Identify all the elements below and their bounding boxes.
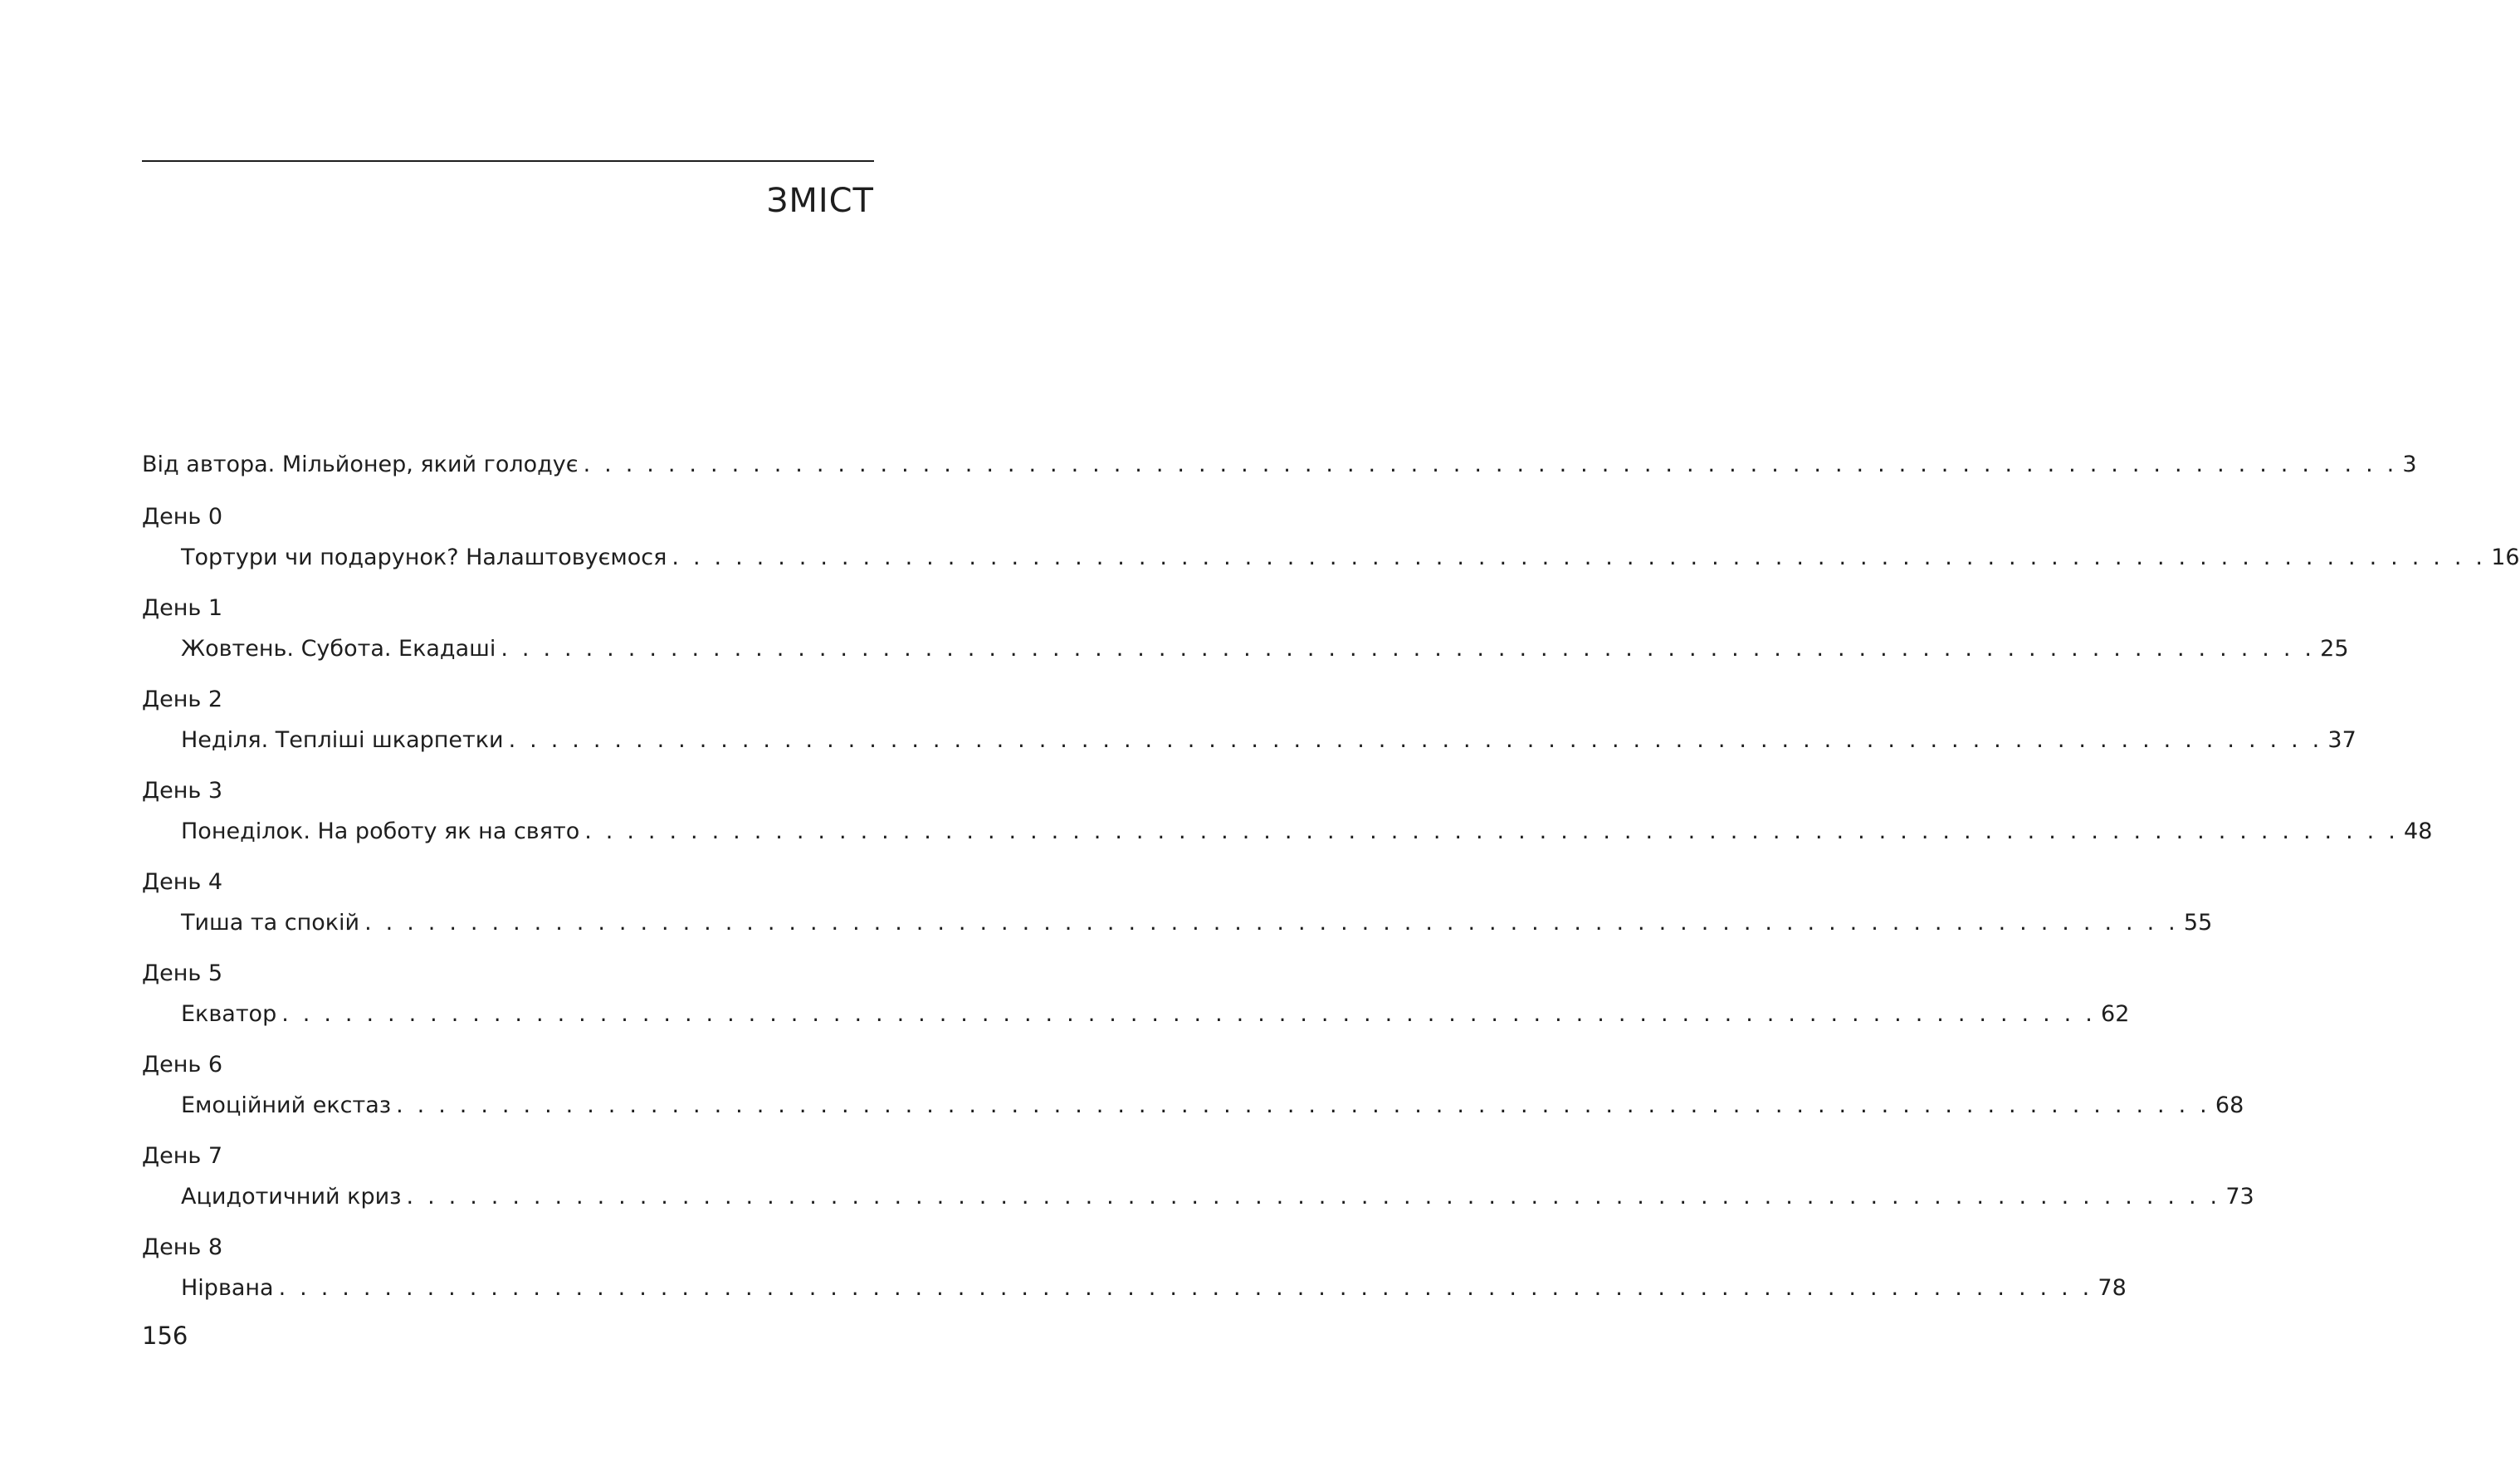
toc-entry-page: 68 <box>2215 1092 2244 1118</box>
dot-leader: . . . . . . . . . . . . . . . . . . . . . . . . . . . . . . . . . . . . . . . . . . . . . . . . . . . . . . . . . . . . . . . . . . . . . . . . . . . . . . . . . . . . . . <box>281 1001 2097 1027</box>
toc-entry[interactable] <box>181 720 2356 761</box>
toc-entry[interactable] <box>181 628 2349 670</box>
dot-leader: . . . . . . . . . . . . . . . . . . . . . . . . . . . . . . . . . . . . . . . . . . . . . . . . . . . . . . . . . . . . . . . . . . . . . . . . . . . . . . . . . . . . . . <box>583 452 2398 477</box>
toc-entry[interactable] <box>181 537 2520 579</box>
toc-entry[interactable] <box>181 902 2213 944</box>
toc-entry-label: Екватор <box>181 1001 277 1027</box>
dot-leader: . . . . . . . . . . . . . . . . . . . . . . . . . . . . . . . . . . . . . . . . . . . . . . . . . . . . . . . . . . . . . . . . . . . . . . . . . . . . . . . . . . . . . . <box>406 1184 2221 1210</box>
toc-entry-page: 73 <box>2225 1184 2254 1210</box>
toc-entry-label: Жовтень. Субота. Екадаші <box>181 636 496 662</box>
toc-day-heading: День 8 <box>142 1234 223 1260</box>
toc-entry-label: Тиша та спокій <box>181 910 360 936</box>
toc-entry-page: 55 <box>2183 910 2213 936</box>
toc-entry[interactable] <box>181 811 2433 853</box>
toc-entry[interactable] <box>181 1085 2244 1126</box>
toc-entry-label: Тортури чи подарунок? Налаштовуємося <box>181 545 667 570</box>
toc-day-heading: День 6 <box>142 1052 223 1078</box>
toc-entry-intro[interactable] <box>142 444 2417 486</box>
toc-day-heading: День 1 <box>142 595 223 621</box>
toc-entry-page: 37 <box>2327 727 2356 753</box>
header-rule <box>142 160 874 162</box>
toc-entry-label: Неділя. Тепліші шкарпетки <box>181 727 504 753</box>
dot-leader: . . . . . . . . . . . . . . . . . . . . . . . . . . . . . . . . . . . . . . . . . . . . . . . . . . . . . . . . . . . . . . . . . . . . . . . . . . . . . . . . . . . . . . <box>508 727 2323 753</box>
toc-entry-page: 3 <box>2402 452 2417 477</box>
page-number: 156 <box>142 1322 188 1350</box>
toc-entry-label: Емоційний екстаз <box>181 1092 392 1118</box>
dot-leader: . . . . . . . . . . . . . . . . . . . . . . . . . . . . . . . . . . . . . . . . . . . . . . . . . . . . . . . . . . . . . . . . . . . . . . . . . . . . . . . . . . . . . . <box>672 545 2487 570</box>
dot-leader: . . . . . . . . . . . . . . . . . . . . . . . . . . . . . . . . . . . . . . . . . . . . . . . . . . . . . . . . . . . . . . . . . . . . . . . . . . . . . . . . . . . . . . <box>501 636 2316 662</box>
toc-entry-label: Нірвана <box>181 1275 274 1301</box>
toc-entry-label: Ацидотичний криз <box>181 1184 402 1210</box>
toc-entry-page: 62 <box>2101 1001 2130 1027</box>
dot-leader: . . . . . . . . . . . . . . . . . . . . . . . . . . . . . . . . . . . . . . . . . . . . . . . . . . . . . . . . . . . . . . . . . . . . . . . . . . . . . . . . . . . . . . <box>396 1092 2210 1118</box>
toc-entry[interactable] <box>181 994 2130 1035</box>
toc-day-heading: День 2 <box>142 687 223 712</box>
toc-entry-label: Від автора. Мільйонер, який голодує <box>142 452 579 477</box>
toc-entry-label: Понеділок. На роботу як на свято <box>181 819 580 844</box>
toc-entry-page: 16 <box>2491 545 2520 570</box>
toc-entry-page: 25 <box>2320 636 2349 662</box>
toc-day-heading: День 5 <box>142 960 223 986</box>
toc-day-heading: День 3 <box>142 778 223 804</box>
dot-leader: . . . . . . . . . . . . . . . . . . . . . . . . . . . . . . . . . . . . . . . . . . . . . . . . . . . . . . . . . . . . . . . . . . . . . . . . . . . . . . . . . . . . . . <box>584 819 2400 844</box>
toc-day-heading: День 7 <box>142 1143 223 1169</box>
page-title: ЗМІСТ <box>766 182 874 220</box>
toc-day-heading: День 0 <box>142 504 223 530</box>
toc-entry-page: 48 <box>2404 819 2433 844</box>
toc-day-heading: День 4 <box>142 869 223 895</box>
dot-leader: . . . . . . . . . . . . . . . . . . . . . . . . . . . . . . . . . . . . . . . . . . . . . . . . . . . . . . . . . . . . . . . . . . . . . . . . . . . . . . . . . . . . . . <box>278 1275 2093 1301</box>
toc-entry[interactable] <box>181 1268 2127 1309</box>
toc-entry[interactable] <box>181 1176 2254 1218</box>
dot-leader: . . . . . . . . . . . . . . . . . . . . . . . . . . . . . . . . . . . . . . . . . . . . . . . . . . . . . . . . . . . . . . . . . . . . . . . . . . . . . . . . . . . . . . <box>364 910 2179 936</box>
toc-entry-page: 78 <box>2098 1275 2127 1301</box>
